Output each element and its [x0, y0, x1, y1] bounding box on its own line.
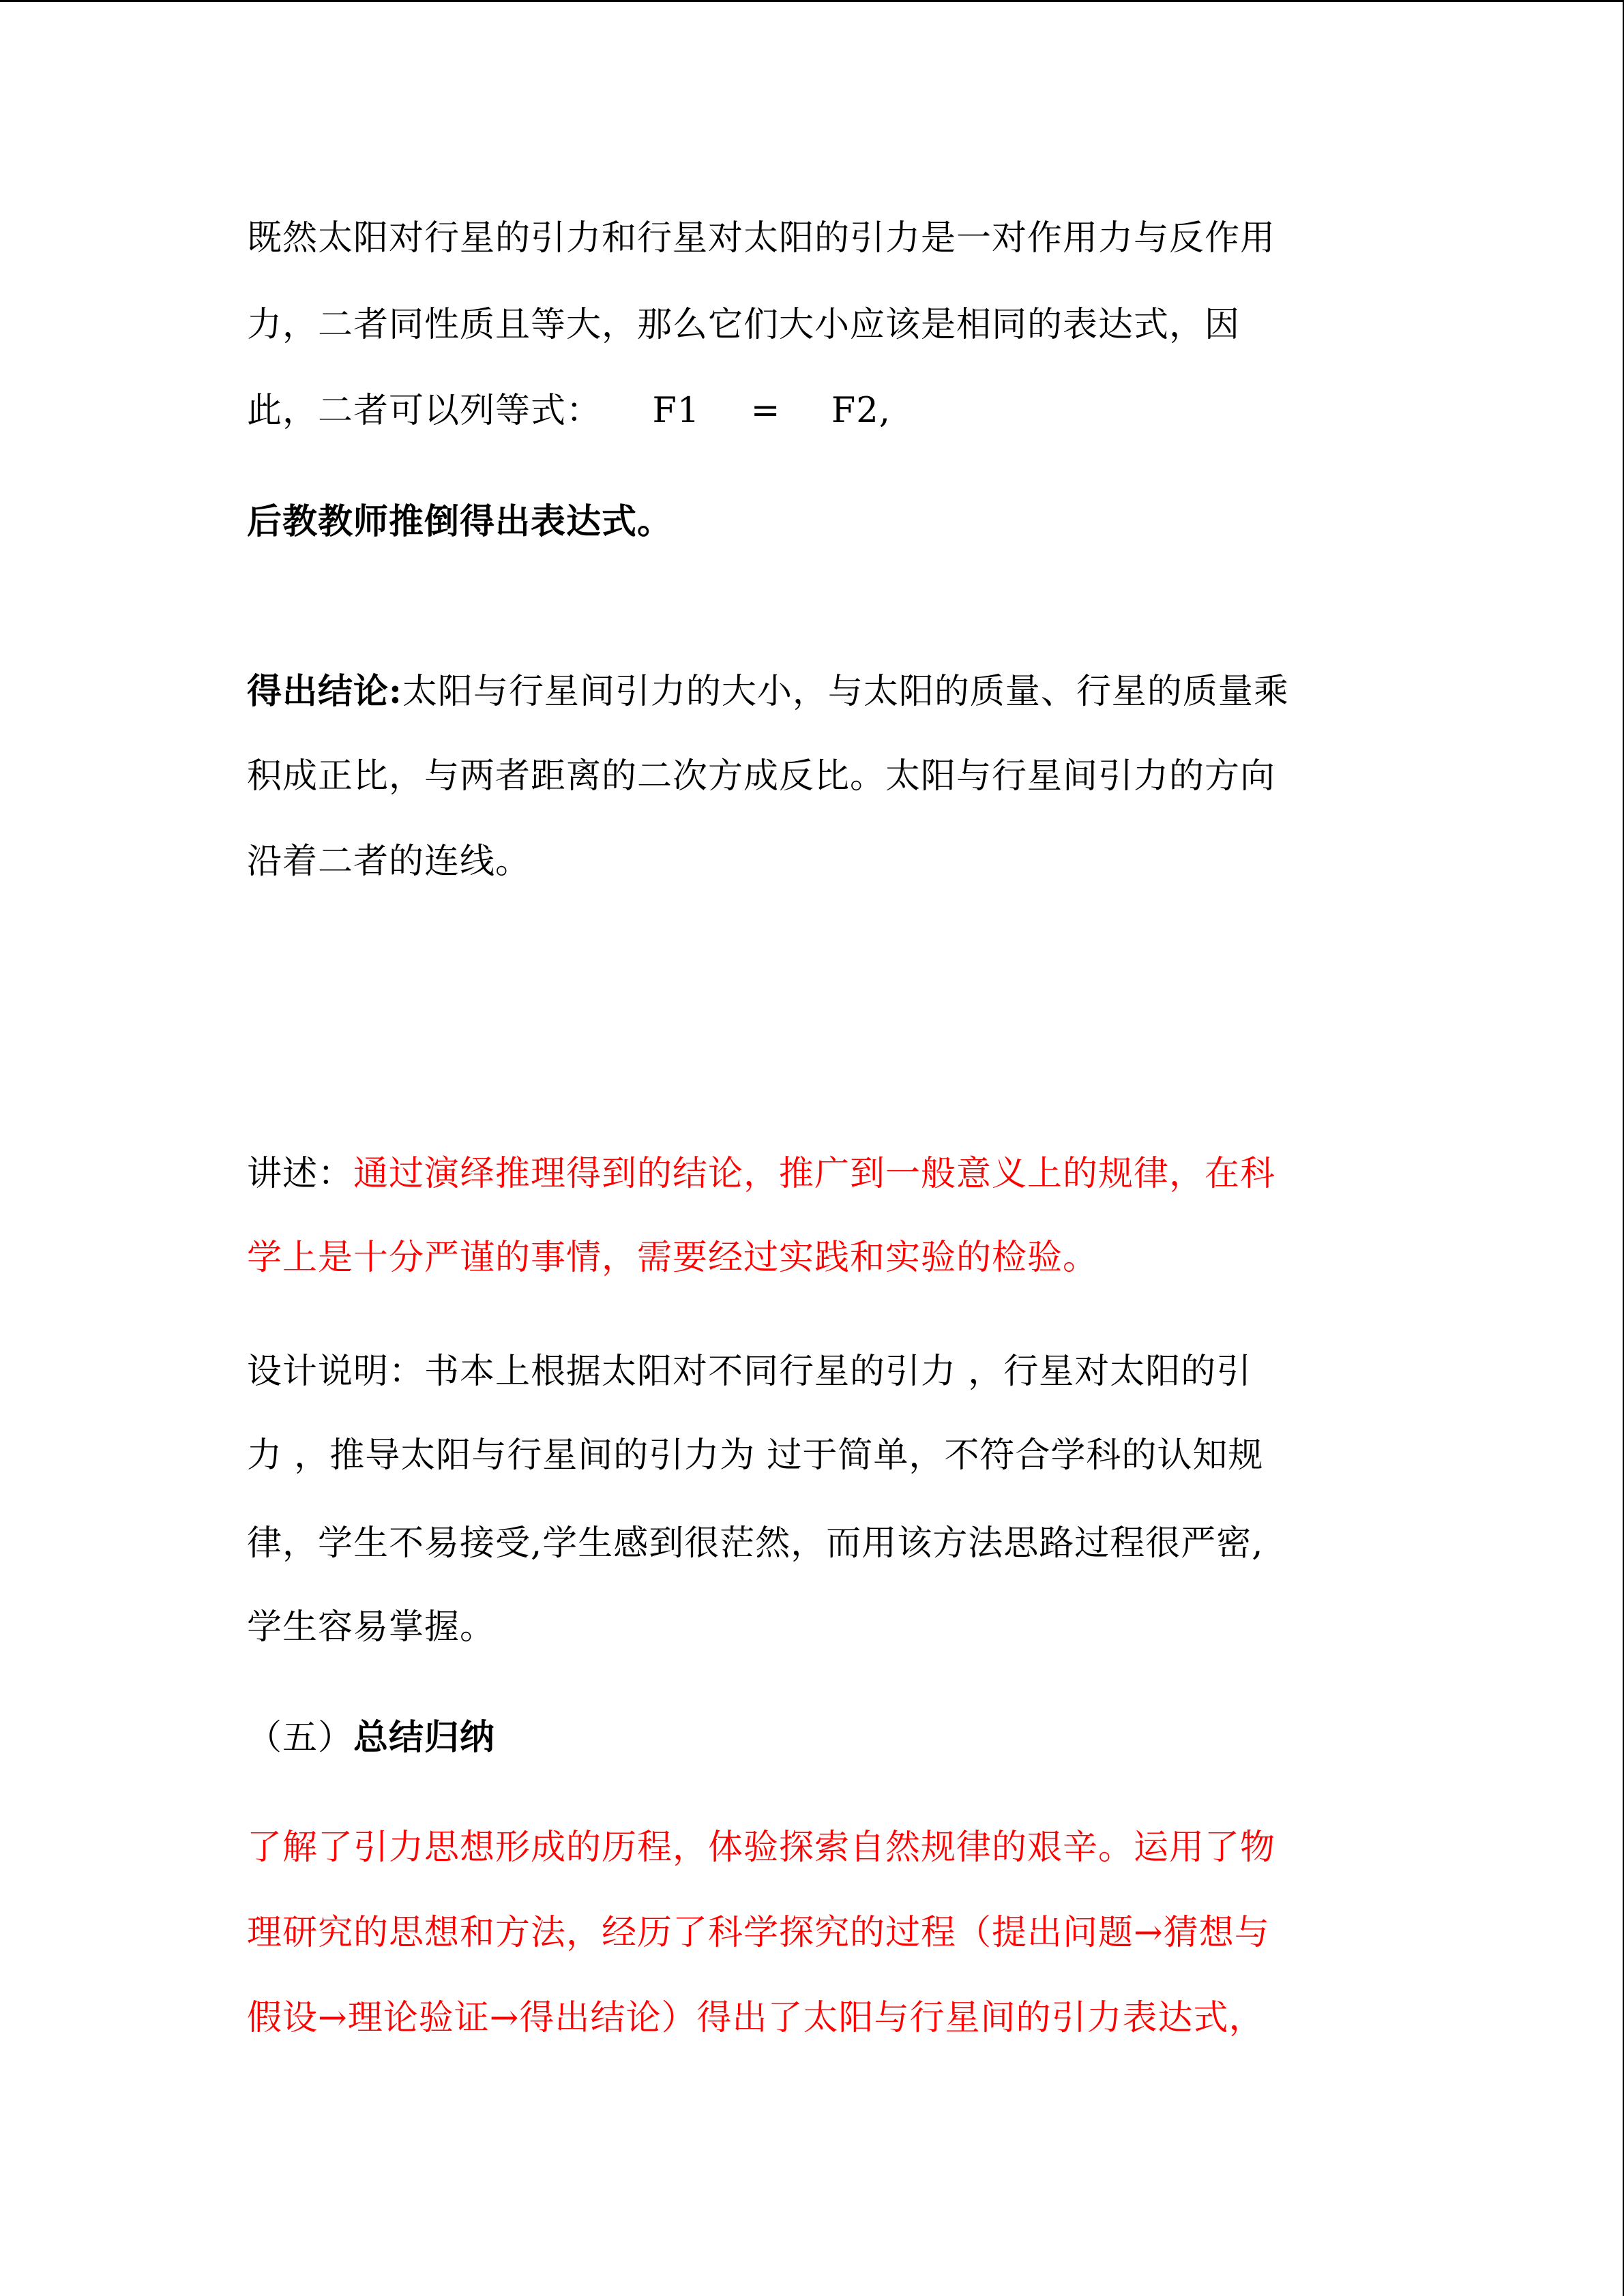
paragraph-1-line-3 [247, 389, 891, 433]
conclusion-label: 得出结论: [247, 671, 402, 712]
design-note-line-3: 律，学生不易接受,学生感到很茫然，而用该方法思路过程很严密, [247, 1523, 1264, 1564]
section-5-number: （五） [247, 1718, 354, 1758]
summary-line-2: 理研究的思想和方法，经历了科学探究的过程（提出问题→猜想与 [247, 1913, 1270, 1953]
narration-text-1: 通过演绎推理得到的结论，推广到一般意义上的规律，在科 [353, 1154, 1276, 1194]
paragraph-1-line-2: 力，二者同性质且等大，那么它们大小应该是相同的表达式，因 [247, 305, 1241, 345]
narration-line-2: 学上是十分严谨的事情，需要经过实践和实验的检验。 [247, 1238, 1099, 1278]
equation-lhs: F1 [652, 391, 700, 431]
paragraph-1-line-1: 既然太阳对行星的引力和行星对太阳的引力是一对作用力与反作用 [247, 218, 1276, 258]
design-note-line-1: 设计说明：书本上根据太阳对不同行星的引力 ，行星对太阳的引 [247, 1352, 1252, 1392]
page-top-border [0, 0, 1624, 2]
equation-operator: = [750, 391, 781, 431]
design-note-line-2: 力 ，推导太阳与行星间的引力为 过于简单，不符合学科的认知规 [247, 1435, 1264, 1476]
conclusion-line-1 [247, 670, 1289, 714]
summary-line-1: 了解了引力思想形成的历程，体验探索自然规律的艰辛。运用了物 [247, 1828, 1276, 1868]
design-note-line-4: 学生容易掌握。 [247, 1607, 496, 1648]
narration-label: 讲述： [247, 1154, 354, 1194]
section-5-title: 总结归纳 [353, 1717, 496, 1758]
equation-rhs: F2, [831, 391, 891, 431]
paragraph-1-line-3-text: 此，二者可以列等式： [247, 391, 602, 431]
section-5-heading [247, 1716, 495, 1760]
conclusion-line-2: 积成正比，与两者距离的二次方成反比。太阳与行星间引力的方向 [247, 756, 1276, 796]
teacher-derivation-note: 后教教师推倒得出表达式。 [247, 501, 673, 542]
conclusion-line-3: 沿着二者的连线。 [247, 841, 531, 882]
conclusion-text-1: 太阳与行星间引力的大小，与太阳的质量、行星的质量乘 [402, 672, 1289, 712]
summary-line-3: 假设→理论验证→得出结论）得出了太阳与行星间的引力表达式， [247, 1998, 1265, 2038]
narration-line-1 [247, 1152, 1275, 1196]
